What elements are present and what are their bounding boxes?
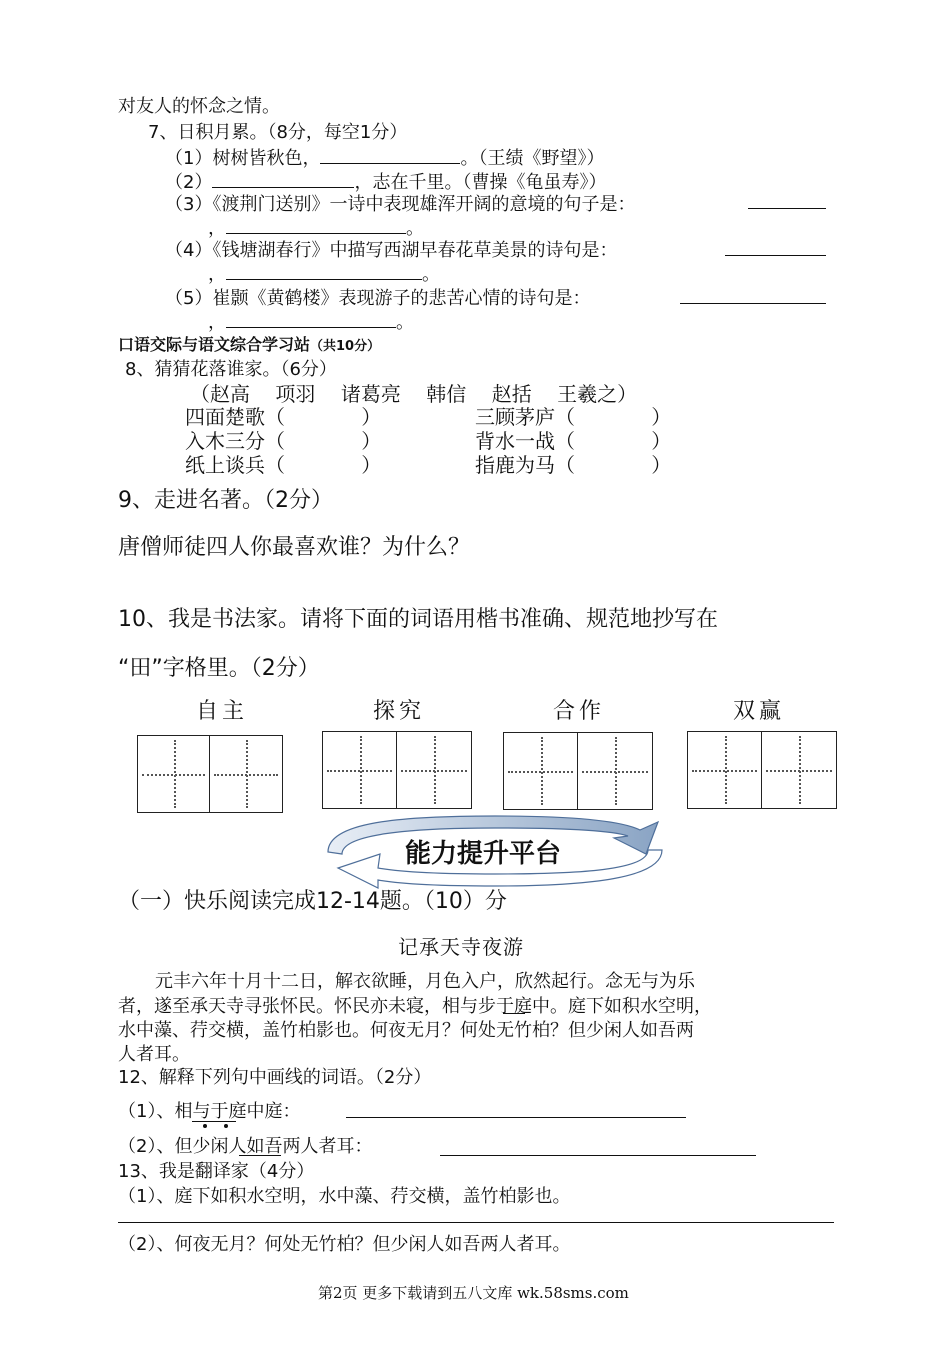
q13-title: 13、我是翻译家（4分） (118, 1161, 315, 1182)
calligraphy-word-3: 合作 (553, 699, 606, 724)
q8-idiom-3-right: 指鹿为马（ ） (475, 453, 672, 477)
q8-title: 8、猜猜花落谁家。（6分） (125, 359, 337, 380)
period: 。 (422, 264, 440, 285)
q7-item-2-source: ，志在千里。（曹操《龟虽寿》） (354, 172, 607, 193)
q7-item-5-cont (208, 308, 414, 334)
reading-line-3: 水中藻、荇交横，盖竹柏影也。何夜无月？何处无竹柏？但少闲人如吾两 (118, 1020, 694, 1041)
q8-idiom-1-left: 四面楚歌（ ） (185, 405, 382, 429)
q7-item-2-text: （2） (165, 172, 213, 193)
intro-line: 对友人的怀念之情。 (118, 96, 280, 117)
reading-heading: （一）快乐阅读完成12-14题。（10）分 (118, 889, 507, 914)
q13-item-1: （1）、庭下如积水空明，水中藻、荇交横，盖竹柏影也。 (118, 1186, 571, 1207)
q7-item-3-blank-b[interactable] (226, 215, 406, 234)
q7-item-3: （3）《渡荆门送别》一诗中表现雄浑开阔的意境的句子是： (165, 194, 636, 215)
q7-item-1 (165, 144, 604, 170)
q12-item-1: （1）、相与于庭中庭： (118, 1101, 301, 1122)
q10-line-2: “田”字格里。（2分） (118, 656, 320, 681)
q12-item-1-blank[interactable] (346, 1117, 686, 1118)
q8-idiom-2-right: 背水一战（ ） (475, 429, 672, 453)
q8-names: （赵高 项羽 诸葛亮 韩信 赵括 王羲之） (190, 382, 638, 406)
q7-item-4-cont (208, 260, 440, 286)
q12-title: 12、解释下列句中画线的词语。（2分） (118, 1067, 432, 1088)
tian-grid-3[interactable] (503, 732, 653, 810)
period: 。 (406, 218, 424, 239)
q7-item-1-blank[interactable] (320, 145, 460, 164)
q9-question: 唐僧师徒四人你最喜欢谁？为什么？ (118, 535, 471, 560)
underline-xiangyu (192, 1121, 236, 1122)
calligraphy-word-2: 探究 (373, 699, 426, 724)
section-oral-title: 口语交际与语文综合学习站 (118, 335, 311, 354)
q7-item-4-blank-a[interactable] (725, 255, 826, 256)
reading-line-2: 者，遂至承天寺寻张怀民。怀民亦未寝，相与步于庭中。庭下如积水空明， (118, 996, 712, 1017)
q10-line-1: 10、我是书法家。请将下面的词语用楷书准确、规范地抄写在 (118, 607, 718, 632)
q8-idiom-2-left: 入木三分（ ） (185, 429, 382, 453)
q7-item-1-source: 。（王绩《野望》） (460, 148, 605, 169)
reading-line-1: 元丰六年十月十二日，解衣欲睡，月色入户，欣然起行。念无与为乐 (155, 971, 695, 992)
comma: ， (208, 218, 226, 239)
underline-qin (503, 1013, 525, 1014)
underline-xianren (239, 1155, 281, 1156)
page-footer: 第2页 更多下载请到五八文库 wk.58sms.com (318, 1284, 629, 1302)
q7-item-5-blank-b[interactable] (226, 309, 396, 328)
q12-item-2: （2）、但少闲人如吾两人者耳： (118, 1136, 373, 1157)
q7-item-4-blank-b[interactable] (226, 261, 422, 280)
q13-item-1-answer-line[interactable] (118, 1222, 834, 1223)
q8-idiom-3-left: 纸上谈兵（ ） (185, 453, 382, 477)
emphasis-dot (203, 1124, 207, 1128)
q9-title: 9、走进名著。（2分） (118, 488, 333, 513)
q7-item-2-blank[interactable] (212, 169, 354, 188)
tian-grid-4[interactable] (687, 731, 837, 809)
tian-grid-1[interactable] (137, 735, 283, 813)
reading-line-4: 人者耳。 (118, 1044, 190, 1065)
q7-item-5: （5）崔颢《黄鹤楼》表现游子的悲苦心情的诗句是： (165, 288, 591, 309)
q7-item-1-text: （1）树树皆秋色， (165, 148, 321, 169)
emphasis-dot (224, 1124, 228, 1128)
section-oral-heading (118, 332, 380, 355)
q13-item-2: （2）、何夜无月？何处无竹柏？但少闲人如吾两人者耳。 (118, 1234, 571, 1255)
q7-item-5-blank-a[interactable] (680, 303, 826, 304)
comma: ， (208, 264, 226, 285)
calligraphy-word-1: 自主 (196, 699, 249, 724)
reading-title: 记承天寺夜游 (398, 935, 524, 959)
period: 。 (396, 312, 414, 333)
q8-idiom-1-right: 三顾茅庐（ ） (475, 405, 672, 429)
section-oral-score: （共10分） (310, 339, 381, 354)
q7-item-3-blank-a[interactable] (748, 208, 826, 209)
calligraphy-word-4: 双赢 (733, 699, 786, 724)
q12-item-2-blank[interactable] (440, 1155, 756, 1156)
comma: ， (208, 312, 226, 333)
q7-title: 7、日积月累。（8分，每空1分） (148, 122, 408, 143)
tian-grid-2[interactable] (322, 731, 472, 809)
banner-title: 能力提升平台 (405, 839, 562, 869)
q7-item-4: （4）《钱塘湖春行》中描写西湖早春花草美景的诗句是： (165, 240, 618, 261)
